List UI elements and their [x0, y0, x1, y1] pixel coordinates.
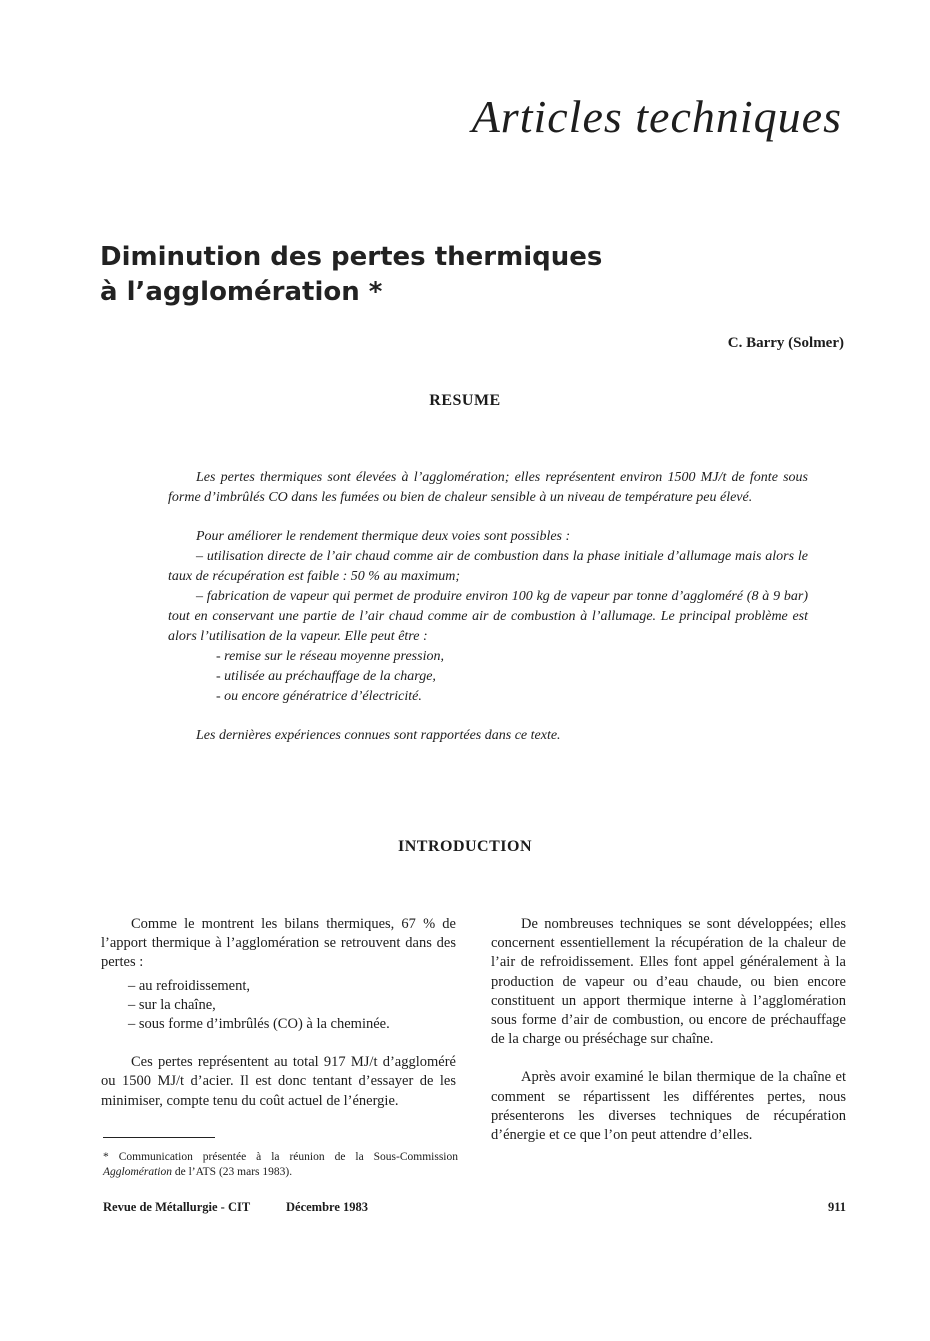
- article-title-line-1: Diminution des pertes thermiques: [100, 242, 603, 272]
- footnote-rule: [103, 1137, 215, 1138]
- article-title: [100, 240, 602, 310]
- intro-left-dash-item-3: – sous forme d’imbrûlés (CO) à la cheminée.: [128, 1016, 390, 1033]
- resume-paragraph-2-intro: Pour améliorer le rendement thermique deux voies sont possibles :: [196, 529, 571, 544]
- page-number: 911: [827, 1200, 846, 1214]
- resume-sub-item-3: - ou encore génératrice d’électricité.: [216, 689, 422, 704]
- resume-abstract: [168, 468, 808, 746]
- resume-heading: RESUME: [429, 392, 501, 409]
- intro-left-paragraph-2: Ces pertes représentent au total 917 MJ/t d’aggloméré ou 1500 MJ/t d’acier. Il est donc tentant d’essayer de les minimiser, compte tenu du coût actuel de l’énergie.: [101, 1054, 456, 1109]
- footnote-text-italic: Agglomération: [103, 1166, 172, 1178]
- intro-right-paragraph-2: Après avoir examiné le bilan thermique de la chaîne et comment se répartissent les différentes pertes, nous présenterons les diverses techniques de récupération d’énergie et ce que l’on peut attendre d’elles.: [491, 1069, 846, 1144]
- resume-paragraph-3: Les dernières expériences connues sont rapportées dans ce texte.: [196, 728, 561, 743]
- footer-journal: Revue de Métallurgie - CIT: [103, 1200, 251, 1214]
- footnote: [103, 1150, 458, 1180]
- intro-left-paragraph-1: Comme le montrent les bilans thermiques, 67 % de l’apport thermique à l’agglomération se retrouvent dans des pertes :: [101, 916, 456, 971]
- author: C. Barry (Solmer): [727, 335, 844, 351]
- intro-left-dash-item-2: – sur la chaîne,: [128, 996, 216, 1013]
- introduction-left-column: [101, 915, 456, 1111]
- resume-sub-item-2: - utilisée au préchauffage de la charge,: [216, 669, 436, 684]
- intro-left-dash-item-1: – au refroidissement,: [128, 977, 251, 994]
- resume-list-item-1: – utilisation directe de l’air chaud comme air de combustion dans la phase initiale d’allumage mais alors le taux de récupération est faible : 50 % au maximum;: [168, 549, 808, 584]
- resume-sub-item-1: - remise sur le réseau moyenne pression,: [216, 649, 444, 664]
- introduction-heading: INTRODUCTION: [397, 838, 532, 855]
- introduction-right-column: [491, 915, 846, 1145]
- resume-list-item-2: – fabrication de vapeur qui permet de produire environ 100 kg de vapeur par tonne d’aggloméré (8 à 9 bar) tout en conservant une partie de l’air chaud comme air de combustion à l’allumage. Le principal problème est alors l’utilisation de la vapeur. Elle peut être :: [168, 589, 808, 644]
- intro-right-paragraph-1: De nombreuses techniques se sont développées; elles concernent essentiellement la récupération de la chaleur de l’air de refroidissement. Elles font appel généralement à la production de vapeur ou d’eau chaude, ou bien encore constituent un apport thermique interne à l’agglomération sous forme d’air de combustion, ou encore de préchauffage de la charge ou préséchage sur chaîne.: [491, 916, 846, 1048]
- footnote-text-post: de l’ATS (23 mars 1983).: [172, 1166, 293, 1178]
- footer-date: Décembre 1983: [286, 1200, 369, 1214]
- footnote-text-pre: * Communication présentée à la réunion de la Sous-Commission: [103, 1151, 458, 1163]
- resume-paragraph-1: Les pertes thermiques sont élevées à l’agglomération; elles représentent environ 1500 MJ/t de fonte sous forme d’imbrûlés CO dans les fumées ou bien de chaleur sensible à un niveau de température peu élevé.: [168, 470, 808, 505]
- article-title-line-2: à l’agglomération *: [100, 277, 383, 307]
- section-title: Articles techniques: [471, 91, 842, 142]
